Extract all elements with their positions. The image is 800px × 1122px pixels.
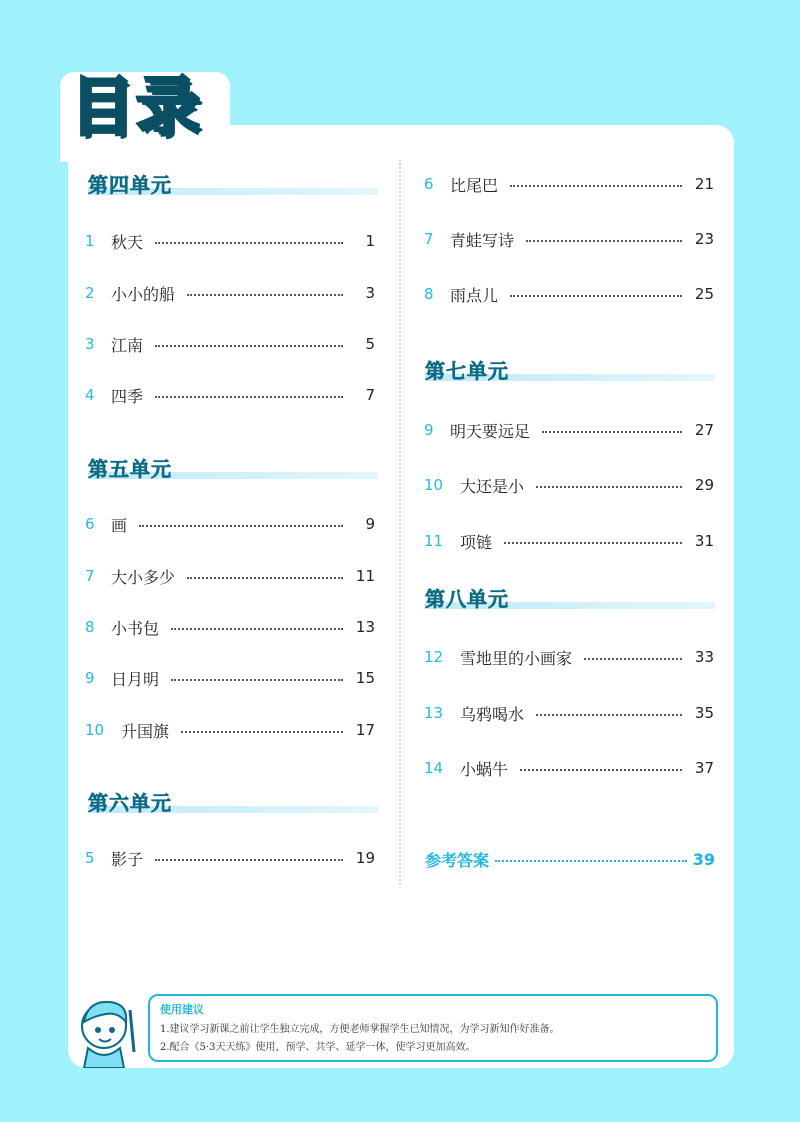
entry-page: 13 [355, 618, 375, 636]
answers-label: 参考答案 [425, 850, 490, 870]
entry-title: 雪地里的小画家 [460, 648, 573, 668]
toc-entry[interactable] [424, 645, 714, 669]
entry-title: 画 [111, 515, 128, 535]
entry-page: 27 [694, 421, 714, 439]
entry-page: 17 [355, 721, 375, 739]
unit-heading-5 [88, 456, 378, 482]
entry-number: 2 [85, 284, 95, 302]
leader-dots [510, 295, 682, 297]
entry-title: 比尾巴 [450, 175, 499, 195]
usage-note-line-2: 2.配合《5·3天天练》使用，预学、共学、延学一体，使学习更加高效。 [160, 1042, 476, 1053]
unit-heading-6 [88, 790, 378, 816]
toc-entry[interactable] [85, 846, 375, 870]
toc-entry[interactable] [85, 229, 375, 253]
entry-title: 小小的船 [111, 284, 176, 304]
leader-dots [171, 628, 343, 630]
entry-title: 乌鸦喝水 [460, 704, 525, 724]
leader-dots [139, 525, 343, 527]
unit-heading-label: 第八单元 [425, 587, 509, 611]
entry-title: 青蛙写诗 [450, 230, 515, 250]
leader-dots [526, 240, 682, 242]
entry-page: 37 [694, 759, 714, 777]
toc-entry[interactable] [424, 529, 714, 553]
toc-entry[interactable] [85, 615, 375, 639]
entry-number: 7 [85, 567, 95, 585]
leader-dots [181, 731, 343, 733]
unit-heading-label: 第五单元 [88, 457, 172, 481]
entry-number: 6 [424, 175, 434, 193]
column-divider [399, 160, 401, 885]
leader-dots [495, 860, 687, 862]
leader-dots [510, 185, 682, 187]
entry-page: 31 [694, 532, 714, 550]
leader-dots [171, 679, 343, 681]
leader-dots [155, 396, 343, 398]
leader-dots [155, 242, 343, 244]
unit-heading-7 [425, 358, 715, 384]
unit-heading-label: 第七单元 [425, 359, 509, 383]
usage-note-line-1: 1.建议学习新课之前让学生独立完成，方便老师掌握学生已知情况，为学习新知作好准备。 [160, 1024, 560, 1035]
leader-dots [584, 658, 682, 660]
entry-title: 日月明 [111, 669, 160, 689]
toc-entry[interactable] [424, 172, 714, 196]
entry-title: 升国旗 [121, 721, 170, 741]
entry-number: 14 [424, 759, 444, 777]
toc-entry[interactable] [85, 281, 375, 305]
unit-heading-4 [88, 172, 378, 198]
unit-heading-label: 第六单元 [88, 791, 172, 815]
leader-dots [187, 294, 343, 296]
entry-page: 3 [365, 284, 375, 302]
leader-dots [536, 714, 682, 716]
entry-page: 23 [694, 230, 714, 248]
leader-dots [504, 542, 682, 544]
entry-number: 8 [424, 285, 434, 303]
entry-page: 25 [694, 285, 714, 303]
usage-note-heading: 使用建议 [160, 1003, 204, 1016]
entry-title: 项链 [460, 532, 493, 552]
toc-entry[interactable] [85, 666, 375, 690]
entry-number: 1 [85, 232, 95, 250]
entry-page: 29 [694, 476, 714, 494]
toc-entry[interactable] [424, 701, 714, 725]
leader-dots [187, 577, 343, 579]
toc-entry[interactable] [85, 332, 375, 356]
answers-entry[interactable] [425, 846, 715, 872]
entry-page: 7 [365, 386, 375, 404]
mascot-icon [70, 992, 150, 1068]
toc-entry[interactable] [424, 418, 714, 442]
leader-dots [520, 769, 682, 771]
toc-entry[interactable] [424, 282, 714, 306]
entry-number: 3 [85, 335, 95, 353]
toc-entry[interactable] [85, 383, 375, 407]
answers-page: 39 [692, 849, 715, 869]
unit-heading-8 [425, 586, 715, 612]
toc-entry[interactable] [424, 473, 714, 497]
entry-title: 明天要远足 [450, 421, 531, 441]
leader-dots [155, 859, 343, 861]
entry-number: 10 [85, 721, 105, 739]
entry-page: 11 [355, 567, 375, 585]
entry-number: 6 [85, 515, 95, 533]
entry-title: 小蜗牛 [460, 759, 509, 779]
toc-entry[interactable] [85, 512, 375, 536]
entry-title: 雨点儿 [450, 285, 499, 305]
entry-title: 四季 [111, 386, 144, 406]
entry-page: 33 [694, 648, 714, 666]
entry-page: 5 [365, 335, 375, 353]
entry-number: 13 [424, 704, 444, 722]
leader-dots [542, 431, 682, 433]
entry-page: 9 [365, 515, 375, 533]
leader-dots [536, 486, 682, 488]
unit-heading-label: 第四单元 [88, 173, 172, 197]
entry-number: 4 [85, 386, 95, 404]
toc-entry[interactable] [424, 756, 714, 780]
entry-number: 9 [85, 669, 95, 687]
entry-number: 8 [85, 618, 95, 636]
entry-number: 5 [85, 849, 95, 867]
page-title: 目录 [70, 71, 202, 145]
entry-page: 1 [365, 232, 375, 250]
entry-page: 19 [355, 849, 375, 867]
entry-page: 21 [694, 175, 714, 193]
entry-number: 11 [424, 532, 444, 550]
entry-title: 江南 [111, 335, 144, 355]
entry-page: 35 [694, 704, 714, 722]
entry-title: 小书包 [111, 618, 160, 638]
entry-title: 影子 [111, 849, 144, 869]
toc-entry[interactable] [85, 564, 375, 588]
entry-number: 10 [424, 476, 444, 494]
toc-entry[interactable] [424, 227, 714, 251]
usage-note [148, 994, 718, 1062]
entry-title: 大小多少 [111, 567, 176, 587]
entry-number: 12 [424, 648, 444, 666]
entry-number: 9 [424, 421, 434, 439]
entry-title: 秋天 [111, 232, 144, 252]
leader-dots [155, 345, 343, 347]
toc-entry[interactable] [85, 718, 375, 742]
entry-page: 15 [355, 669, 375, 687]
entry-title: 大还是小 [460, 476, 525, 496]
entry-number: 7 [424, 230, 434, 248]
